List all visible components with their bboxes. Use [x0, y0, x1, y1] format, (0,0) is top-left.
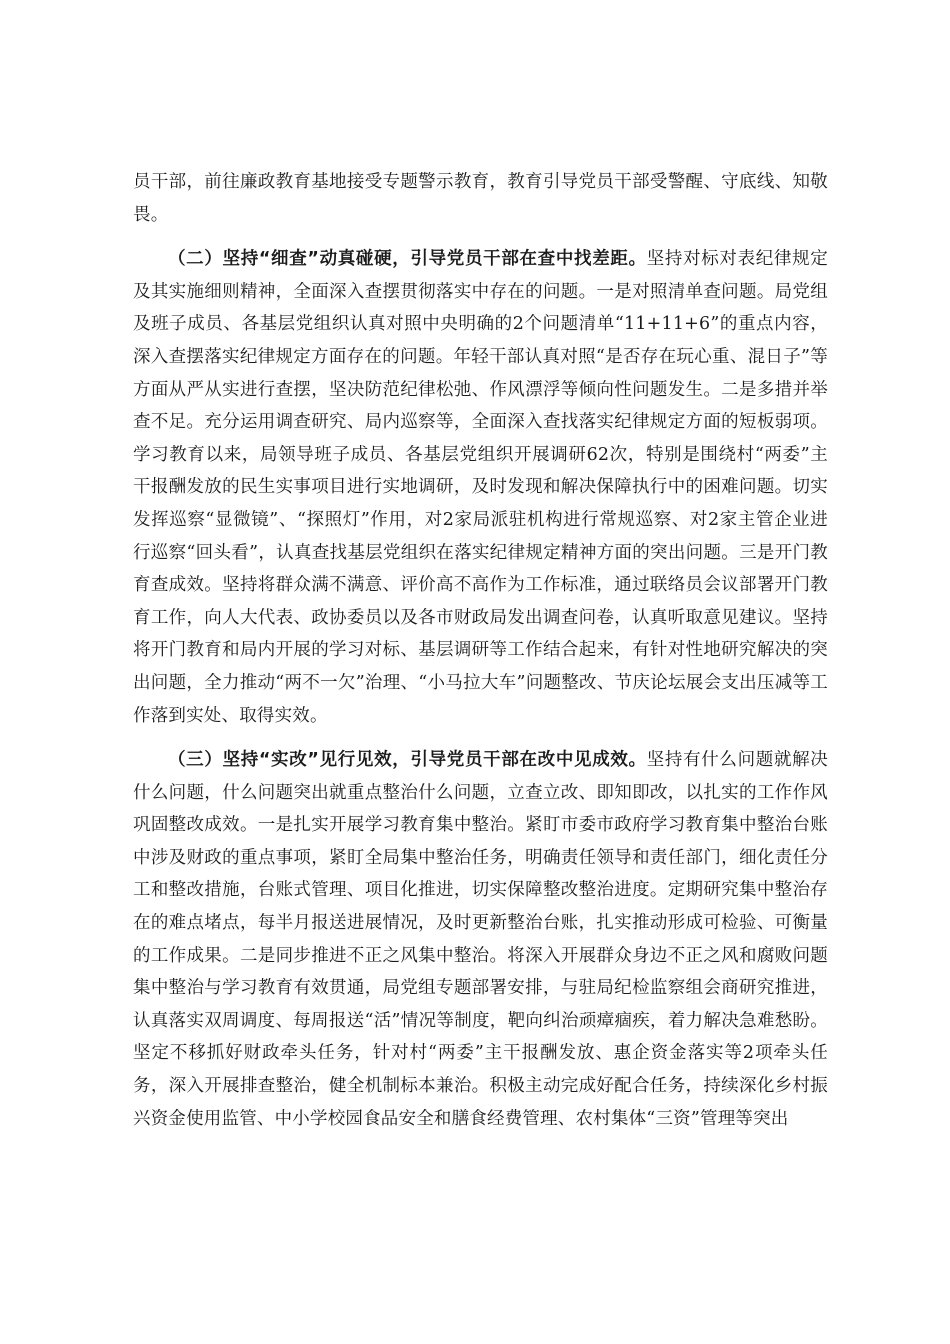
section-three-heading: （三）坚持“实改”见行见效，引导党员干部在改中见成效。	[168, 750, 647, 771]
section-three-body: 坚持有什么问题就解决什么问题，什么问题突出就重点整治什么问题，立查立改、即知即改，以扎实的工作作风巩固整改成效。一是扎实开展学习教育集中整治。紧盯市委市政府学习教育集中整治台账中涉及财政的重点事项，紧盯全局集中整治任务，明确责任领导和责任部门，细化责任分工和整改措施，台账式管理、项目化推进，切实保障整改整治进度。定期研究集中整治存在的难点堵点，每半月报送进展情况，及时更新整治台账，扎实推动形成可检验、可衡量的工作成果。二是同步推进不正之风集中整治。将深入开展群众身边不正之风和腐败问题集中整治与学习教育有效贯通，局党组专题部署安排，与驻局纪检监察组会商研究推进，认真落实双周调度、每周报送“活”情况等制度，靶向纠治顽瘴痼疾，着力解决急难愁盼。坚定不移抓好财政牵头任务，针对村“两委”主干报酬发放、惠企资金落实等2项牵头任务，深入开展排查整治，健全机制标本兼治。积极主动完成好配合任务，持续深化乡村振兴资金使用监管、中小学校园食品安全和膳食经费管理、农村集体“三资”管理等突出	[133, 750, 829, 1129]
section-two-body: 坚持对标对表纪律规定及其实施细则精神，全面深入查摆贯彻落实中存在的问题。一是对照清单查问题。局党组及班子成员、各基层党组织认真对照中央明确的2个问题清单“11+11+6”的重点内容，深入查摆落实纪律规定方面存在的问题。年轻干部认真对照“是否存在玩心重、混日子”等方面从严从实进行查摆，坚决防范纪律松弛、作风漂浮等倾向性问题发生。二是多措并举查不足。充分运用调查研究、局内巡察等，全面深入查找落实纪律规定方面的短板弱项。学习教育以来，局领导班子成员、各基层党组织开展调研62次，特别是围绕村“两委”主干报酬发放的民生实事项目进行实地调研，及时发现和解决保障执行中的困难问题。切实发挥巡察“显微镜”、“探照灯”作用，对2家局派驻机构进行常规巡察、对2家主管企业进行巡察“回头看”，认真查找基层党组织在落实纪律规定精神方面的突出问题。三是开门教育查成效。坚持将群众满不满意、评价高不高作为工作标准，通过联络员会议部署开门教育工作，向人大代表、政协委员以及各市财政局发出调查问卷，认真听取意见建议。坚持将开门教育和局内开展的学习对标、基层调研等工作结合起来，有针对性地研究解决的突出问题，全力推动“两不一欠”治理、“小马拉大车”问题整改、节庆论坛展会支出压减等工作落到实处、取得实效。	[133, 249, 829, 726]
paragraph-section-two	[133, 243, 828, 732]
document-page	[133, 166, 828, 1147]
section-two-heading: （二）坚持“细查”动真碰硬，引导党员干部在查中找差距。	[168, 249, 647, 270]
paragraph-section-three	[133, 744, 828, 1135]
paragraph-body: 员干部，前往廉政教育基地接受专题警示教育，教育引导党员干部受警醒、守底线、知敬畏。	[133, 172, 828, 225]
paragraph-continuation	[133, 166, 828, 231]
